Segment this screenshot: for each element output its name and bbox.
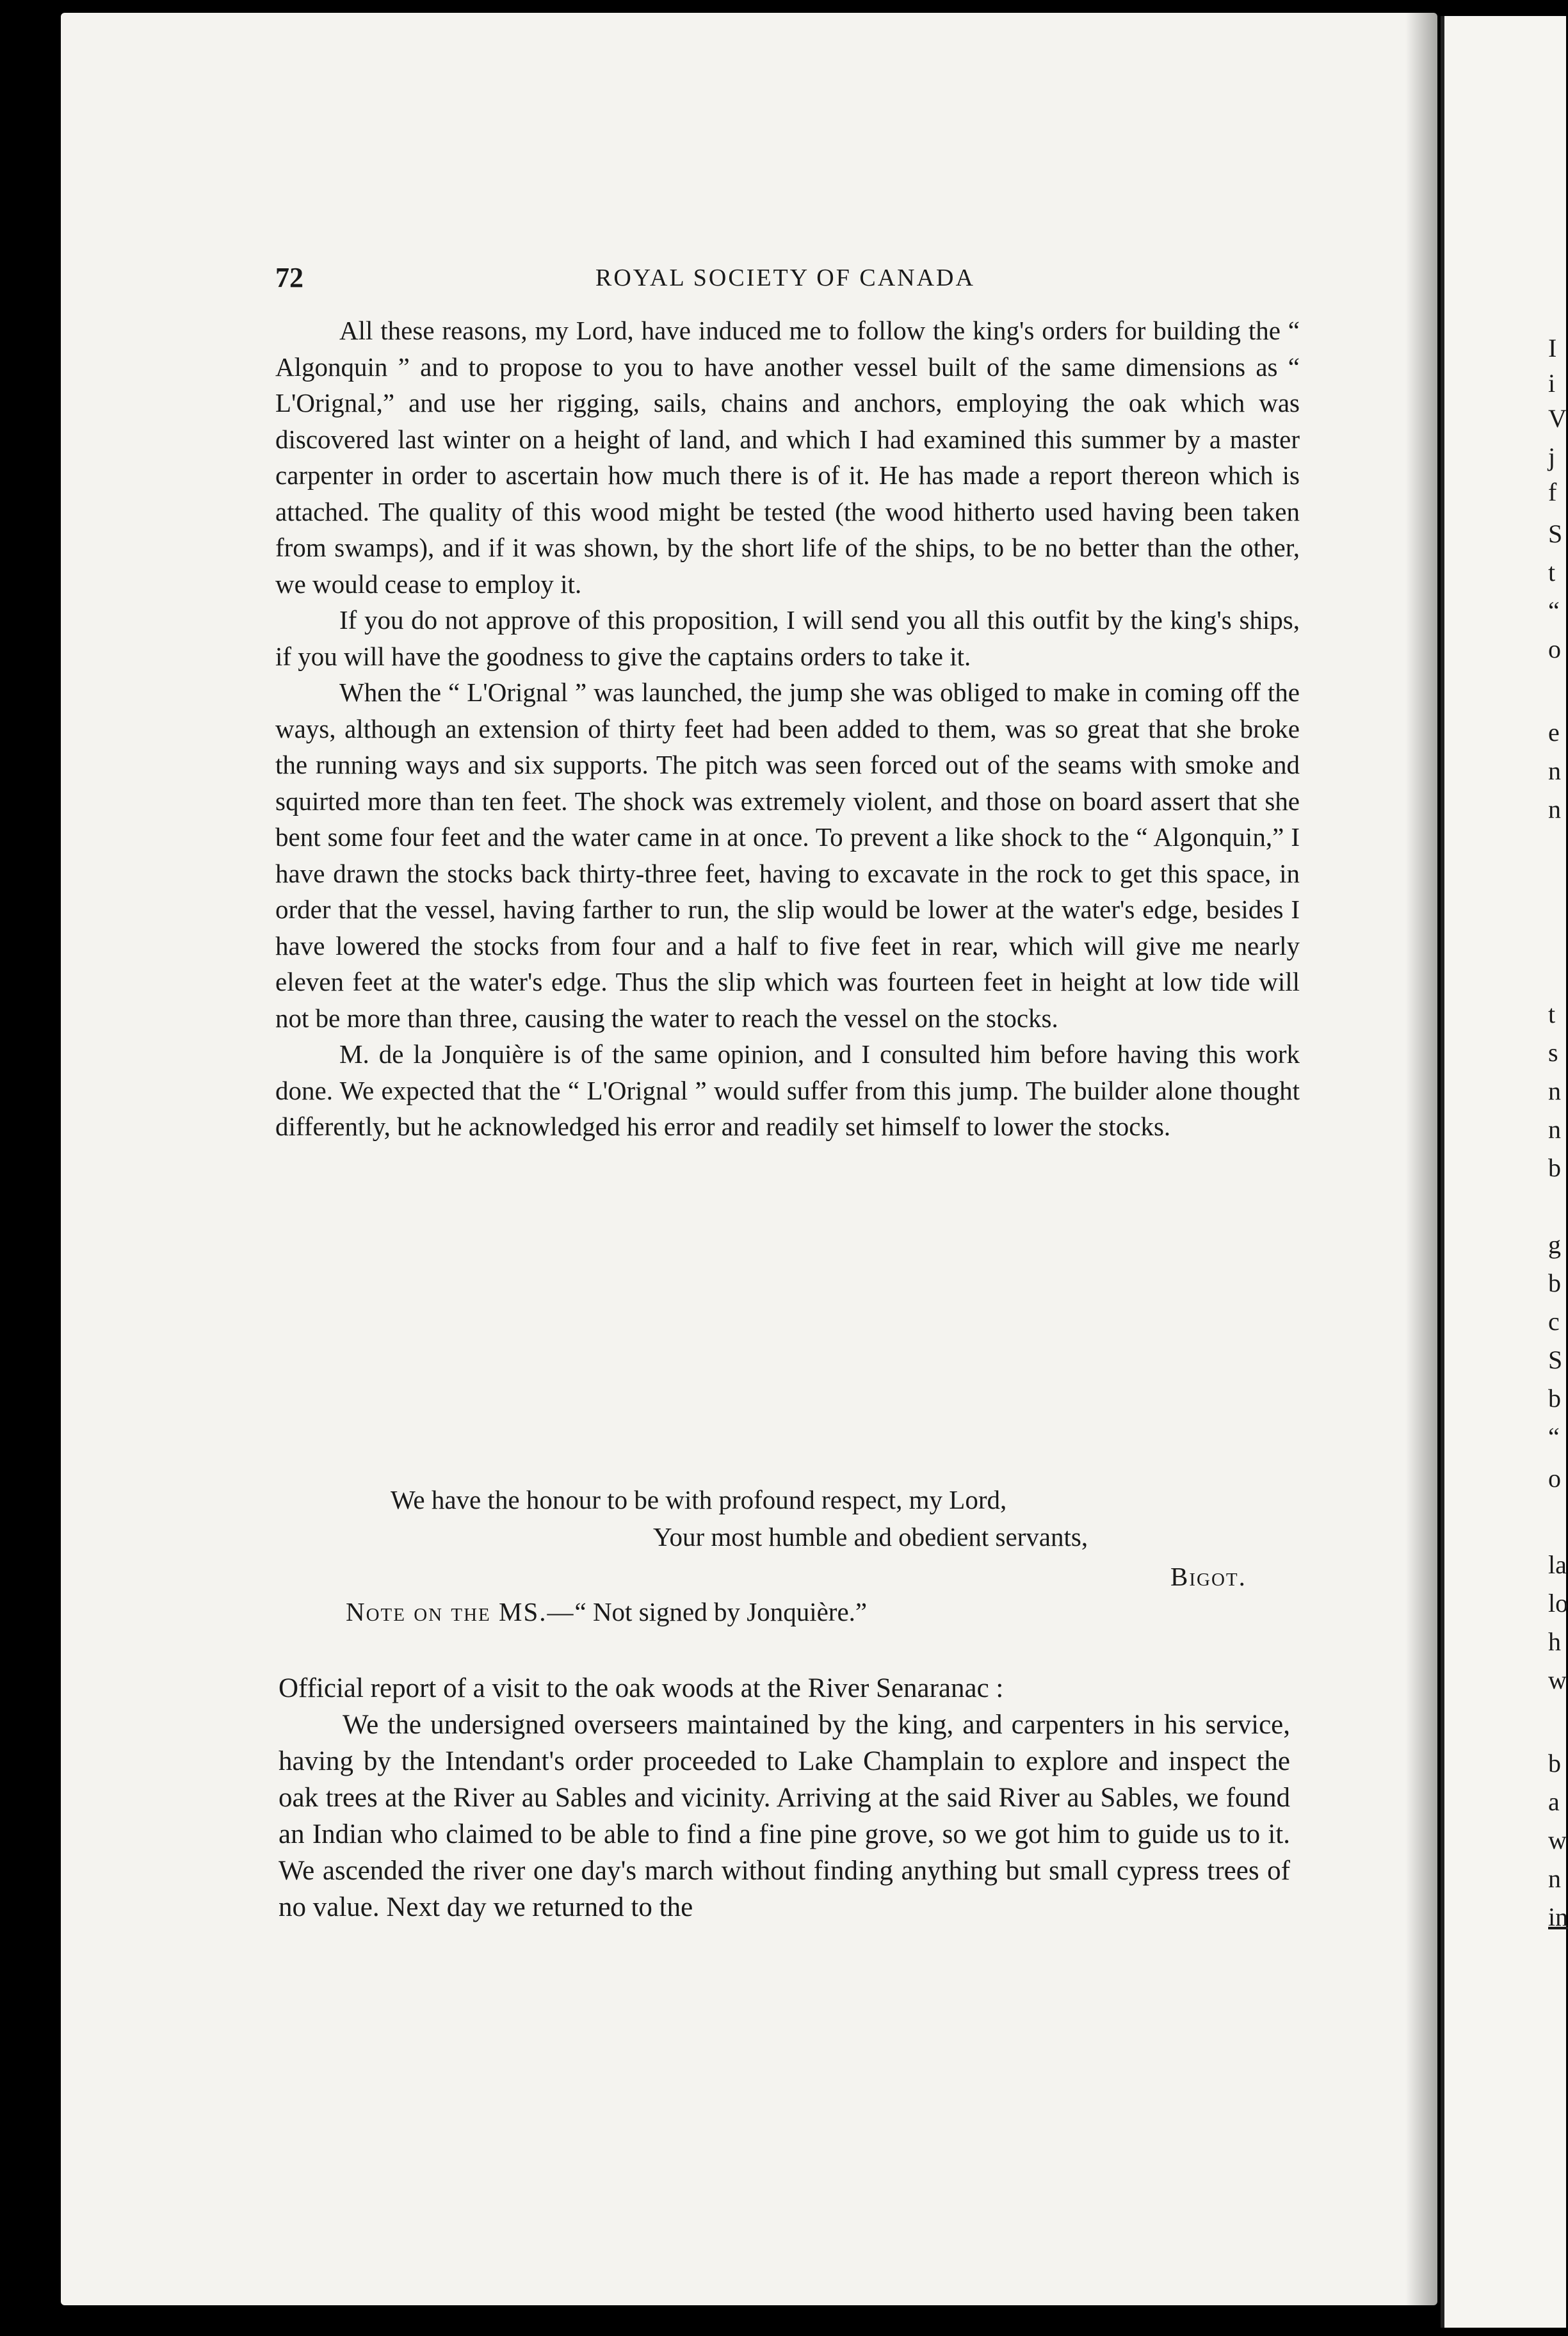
facing-fragment: b (1548, 1269, 1561, 1297)
facing-fragment: S (1548, 1345, 1563, 1374)
facing-fragment: w (1548, 1666, 1567, 1694)
facing-fragment: V (1548, 404, 1567, 433)
letter-paragraph: All these reasons, my Lord, have induced me to follow the king's orders for building the “ Algonquin ” and to propose to you to have another vessel built of the same dimensions as “ L'Orignal,” and use her rigging, sails, chains and anchors, employing the oak which was discovered last winter on a height of land, and which I had examined this summer by a master carpenter in order to ascertain how much there is of it. He has made a report thereon which is attached. The quality of this wood might be tested (the wood hitherto used having been taken from swamps), and if it was shown, by the short life of the ships, to be no better than the other, we would cease to employ it. (275, 316, 1300, 599)
letter-paragraph: M. de la Jonquière is of the same opinion, and I consulted him before having this work done. We expected that the “ L'Orignal ” would suffer from this jump. The builder alone thought differently, but he acknowledged his error and readily set himself to lower the stocks. (275, 1039, 1300, 1141)
facing-fragment: lo (1548, 1589, 1568, 1618)
facing-fragment: n (1548, 1115, 1561, 1144)
signature: Bigot. (1170, 1562, 1247, 1591)
facing-fragment: g (1548, 1230, 1561, 1259)
facing-fragment: w (1548, 1826, 1567, 1854)
report-paragraph: We the undersigned overseers maintained by the king, and carpenters in his service, having by the Intendant's order proceeded to Lake Champlain to explore and inspect the oak trees at the River au Sables and vicinity. Arriving at the said River au Sables, we found an Indian who claimed to be able to find a fine pine grove, so we got him to guide us to it. We ascended the river one day's march without finding anything but small cypress trees of no value. Next day we returned to the (279, 1710, 1290, 1922)
page-header (275, 261, 1313, 300)
facing-fragment: c (1548, 1307, 1560, 1336)
facing-fragment: i (1548, 369, 1556, 398)
facing-fragment: f (1548, 478, 1557, 507)
report-section (279, 1670, 1290, 1926)
closing-complimentary: Your most humble and obedient servants, (653, 1522, 1088, 1552)
note-text: “ Not signed by Jonquière.” (574, 1597, 868, 1626)
facing-fragment: o (1548, 635, 1561, 663)
running-head: ROYAL SOCIETY OF CANADA (595, 264, 975, 291)
facing-fragment: n (1548, 1076, 1561, 1105)
facing-fragment: t (1548, 1000, 1556, 1028)
letter-paragraph: When the “ L'Orignal ” was launched, the jump she was obliged to make in coming off the ways, although an extension of thirty feet had been added to them, was so great that she broke the running ways and six supports. The pitch was seen forced out of the seams with smoke and squirted more than ten feet. The shock was extremely violent, and those on board assert that she bent some four feet and the water came in at once. To prevent a like shock to the “ Algonquin,” I have drawn the stocks back thirty-three feet, having to excavate in the rock to get this space, in order that the vessel, having farther to run, the slip would be lower at the water's edge, besides I have lowered the stocks from four and a half to five feet in rear, which will give me nearly eleven feet at the water's edge. Thus the slip which was fourteen feet in height at low tide will not be more than three, causing the water to reach the vessel on the stocks. (275, 677, 1300, 1033)
facing-fragment: a (1548, 1787, 1560, 1816)
closing-salutation: We have the honour to be with profound respect, my Lord, (391, 1485, 1007, 1514)
facing-page-edge (1441, 16, 1566, 2328)
facing-fragment: b (1548, 1384, 1561, 1413)
facing-fragment: b (1548, 1749, 1561, 1778)
facing-fragment: s (1548, 1038, 1558, 1067)
facing-fragment: n (1548, 795, 1561, 823)
facing-fragment: b (1548, 1153, 1561, 1182)
facing-fragment: n (1548, 1864, 1561, 1893)
facing-fragment: e (1548, 718, 1560, 747)
note-label: Note on the MS.— (346, 1597, 575, 1626)
facing-fragment: o (1548, 1464, 1561, 1493)
facing-fragment: I (1548, 334, 1557, 362)
facing-fragment: “ (1548, 1422, 1560, 1451)
letter-paragraph: If you do not approve of this proposition, I will send you all this outfit by the king's ships, if you will have the goodness to give the captains orders to take it. (275, 605, 1300, 671)
page-number: 72 (275, 262, 303, 293)
facing-fragment: n (1548, 756, 1561, 785)
facing-fragment: j (1548, 442, 1556, 471)
facing-fragment: h (1548, 1627, 1561, 1656)
facing-fragment: S (1548, 519, 1563, 548)
facing-fragment: “ (1548, 596, 1560, 625)
facing-fragment: t (1548, 558, 1556, 587)
manuscript-note (346, 1596, 867, 1627)
report-heading: Official report of a visit to the oak woods at the River Senaranac : (279, 1673, 1004, 1703)
letter-body (275, 312, 1300, 1145)
gutter-shadow (1405, 13, 1441, 2305)
facing-fragment: la (1548, 1550, 1567, 1579)
facing-fragment: in (1548, 1902, 1568, 1931)
